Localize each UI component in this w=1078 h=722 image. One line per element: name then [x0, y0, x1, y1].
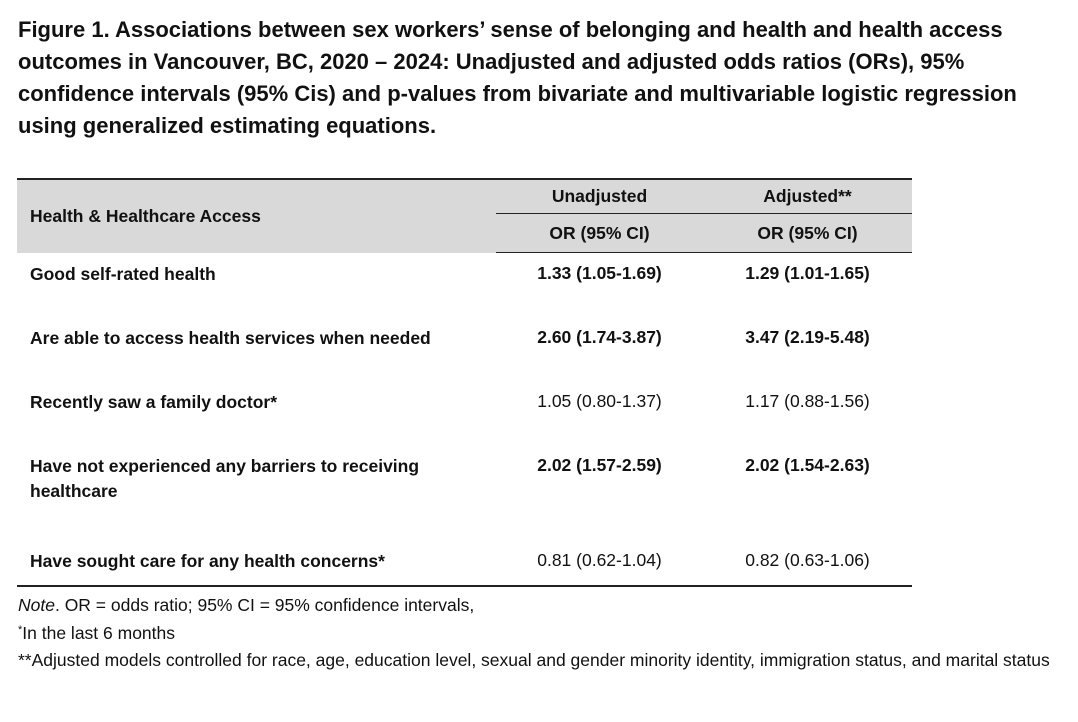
row-header: Health & Healthcare Access	[17, 179, 496, 253]
note-text: . OR = odds ratio; 95% CI = 95% confidence intervals,	[54, 595, 475, 615]
row-label: Good self-rated health	[30, 263, 216, 284]
star-note-text: In the last 6 months	[22, 622, 176, 643]
unadjusted-value: 2.02 (1.57-2.59)	[537, 454, 662, 475]
row-label: Are able to access health services when needed	[30, 327, 431, 348]
table-row	[17, 540, 912, 586]
table-row	[17, 381, 912, 445]
adjusted-value: 1.17 (0.88-1.56)	[745, 390, 870, 411]
note-single-star	[18, 620, 1068, 648]
table-row	[17, 445, 912, 540]
row-label: Have not experienced any barriers to receiving healthcare	[30, 455, 420, 501]
star-mark: *	[18, 623, 23, 636]
results-table	[17, 178, 912, 587]
table-header-row	[17, 179, 912, 214]
adjusted-value: 2.02 (1.54-2.63)	[745, 454, 870, 475]
unadjusted-value: 1.05 (0.80-1.37)	[537, 390, 662, 411]
adjusted-value: 3.47 (2.19-5.48)	[745, 326, 870, 347]
note-abbreviations	[18, 592, 1068, 620]
row-label: Have sought care for any health concerns*	[17, 540, 496, 586]
note-double-star: **Adjusted models controlled for race, age, education level, sexual and gender minority identity, immigration status, and marital status	[18, 650, 1050, 670]
note-label: Note	[18, 595, 55, 615]
group-header-adjusted: Adjusted**	[703, 179, 912, 214]
subheader-unadjusted: OR (95% CI)	[496, 214, 703, 253]
adjusted-value: 0.82 (0.63-1.06)	[703, 540, 912, 586]
unadjusted-value: 2.60 (1.74-3.87)	[537, 326, 662, 347]
table-row	[17, 317, 912, 381]
row-label: Recently saw a family doctor*	[30, 391, 278, 412]
group-header-unadjusted: Unadjusted	[496, 179, 703, 214]
table-row	[17, 253, 912, 317]
table-notes	[18, 592, 1068, 675]
unadjusted-value: 0.81 (0.62-1.04)	[496, 540, 703, 586]
unadjusted-value: 1.33 (1.05-1.69)	[537, 263, 662, 283]
figure-title: Figure 1. Associations between sex workers’ sense of belonging and health and health access outcomes in Vancouver, BC, 2020 – 2024: Unadjusted and adjusted odds ratios (ORs), 95% confidence intervals (95% Cis) and p-values from bivariate and multivariable logistic regression using generalized estimating equations.	[18, 17, 1017, 138]
adjusted-value: 1.29 (1.01-1.65)	[745, 263, 870, 283]
subheader-adjusted: OR (95% CI)	[703, 214, 912, 253]
